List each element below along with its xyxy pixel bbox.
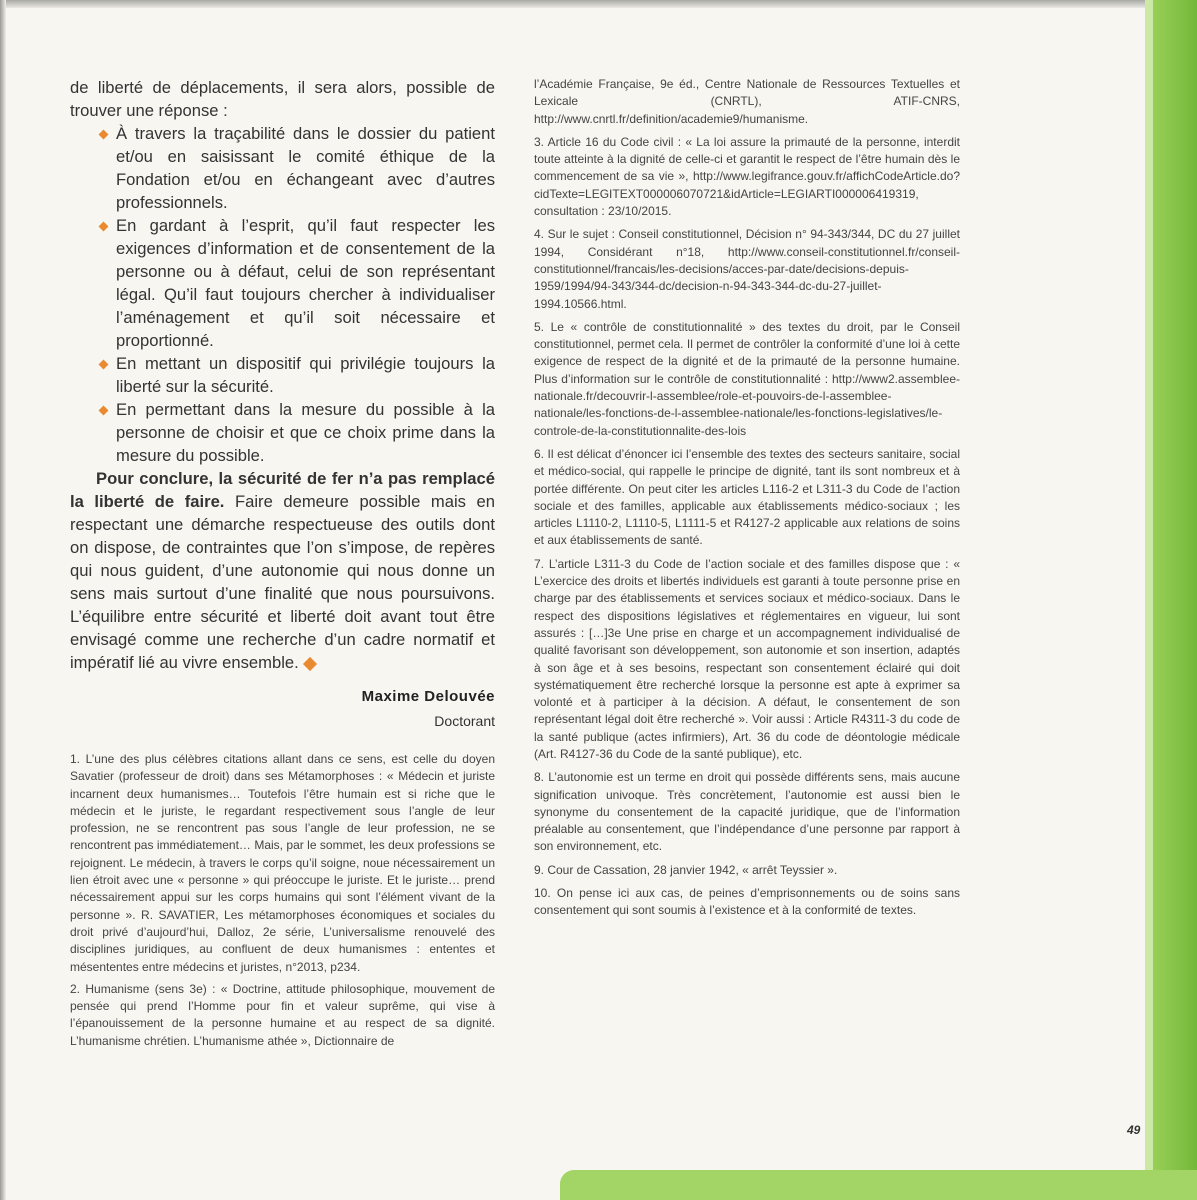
bullet-list xyxy=(70,122,495,467)
footnote: 4. Sur le sujet : Conseil constitutionnel, Décision n° 94-343/344, DC du 27 juillet 1994, Considérant n°18, http://www.conseil-constitutionnel.fr/conseil-constitutionnel/francais/les-decisions/acces-par-date/decisions-depuis-1959/1994/94-343/344-dc/decision-n-94-343-344-dc-du-27-juillet-1994.10566.html. xyxy=(534,227,960,311)
footnote: 5. Le « contrôle de constitutionnalité » des textes du droit, par le Conseil constitutionnel, permet cela. Il permet de contrôler la conformité d’une loi à cette exigence de respect de la dignité et de la primauté de la personne humaine. Plus d’information sur le contrôle de constitutionnalité : http://www2.assemblee-nationale.fr/decouvrir-l-assemblee/role-et-pouvoirs-de-l-assemblee-nationale/les-fonctions-de-l-assemblee-nationale/les-fonctions-legislatives/le-controle-de-la-constitutionnalite-des-lois xyxy=(534,319,960,438)
green-bottom-band xyxy=(560,1170,1197,1200)
footnote: 1. L’une des plus célèbres citations allant dans ce sens, est celle du doyen Savatier (professeur de droit) dans ses Métamorphoses : « Médecin et juriste incarnent deux humanismes… Toutefois l’être humain est si riche que le médecin et le juriste, le regardant respectivement sous l’angle de leur profession, ne se rencontrent pas sous l’angle de leur profession, ne se rencontrent pas immédiatement… Mais, par le sommet, les deux professions se rejoignent. Le médecin, à travers le corps qu’il soigne, noue nécessairement un lien étroit avec une « personne » qui préoccupe le juriste. Et le juriste… prend nécessairement appui sur les corps humains qui sont l’élément vivant de la personne ». R. SAVATIER, Les métamorphoses économiques et sociales du droit privé d’aujourd’hui, Dalloz, 2e série, L’universalisme renouvelé des disciplines juridiques, au confluent de deux humanismes : ententes et mésententes entre médecins et juristes, n°2013, p234. xyxy=(70,752,495,974)
conclusion-text: Faire demeure possible mais en respectant une démarche respectueuse des outils dont on dispose, de contraintes que l’on s’impose, de repères qui nous guident, d’une autonomie qui nous donne un sens mais surtout d’une finalité que nous poursuivons. L’équilibre entre sécurité et liberté doit avant tout être envisagé comme une recherche d’un cadre normatif et impératif lié au vivre ensemble. xyxy=(70,492,495,672)
diamond-bullet-icon xyxy=(99,406,109,416)
page-top-shadow xyxy=(0,0,1197,8)
conclusion-lead: Pour conclure, la sécurité de fer n’a pas remplacé la liberté de faire. xyxy=(70,469,495,511)
intro-paragraph: de liberté de déplacements, il sera alors, possible de trouver une réponse : xyxy=(70,78,495,120)
page-number: 49 xyxy=(1127,1123,1141,1137)
footnotes-left xyxy=(70,751,495,1050)
footnote: 2. Humanisme (sens 3e) : « Doctrine, attitude philosophique, mouvement de pensée qui prend l’Homme pour fin et valeur suprême, qui vise à l’épanouissement de la personne humaine et au respect de sa dignité. L’humanisme chrétien. L’humanisme athée », Dictionnaire de xyxy=(70,981,495,1048)
diamond-bullet-icon xyxy=(99,222,109,232)
page-spine-shadow xyxy=(0,0,6,1200)
diamond-bullet-icon xyxy=(99,130,109,140)
bullet-item: En permettant dans la mesure du possible à la personne de choisir et que ce choix prime dans la mesure du possible. xyxy=(70,398,495,467)
left-column xyxy=(70,76,495,1055)
footnote: 3. Article 16 du Code civil : « La loi assure la primauté de la personne, interdit toute atteinte à la dignité de celle-ci et garantit le respect de l’être humain dès le commencement de sa vie », http://www.legifrance.gouv.fr/affichCodeArticle.do?cidTexte=LEGITEXT000006070721&idArticle=LEGIARTI000006419319, consultation : 23/10/2015. xyxy=(534,134,960,219)
bullet-item: En mettant un dispositif qui privilégie toujours la liberté sur la sécurité. xyxy=(70,352,495,398)
bullet-item: À travers la traçabilité dans le dossier du patient et/ou en saisissant le comité éthique de la Fondation et/ou en échangeant avec d’autres professionnels. xyxy=(70,122,495,214)
bullet-item: En gardant à l’esprit, qu’il faut respecter les exigences d’information et de consentement de la personne ou à défaut, celui de son représentant légal. Qu’il faut toujours chercher à individualiser l’aménagement et qu’il soit nécessaire et proportionné. xyxy=(70,214,495,352)
author-name: Maxime Delouvée xyxy=(361,688,495,705)
conclusion-paragraph xyxy=(70,467,495,674)
right-column xyxy=(534,76,960,926)
footnote: 7. L’article L311-3 du Code de l’action sociale et des familles dispose que : « L’exercice des droits et libertés individuels est garanti à toute personne prise en charge par des établissements et services sociaux et médico-sociaux. Dans le respect des dispositions législatives et réglementaires en vigueur, lui sont assurés : […]3e Une prise en charge et un accompagnement individualisé de qualité favorisant son développement, son autonomie et son insertion, adaptés à son âge et à ses besoins, respectant son consentement éclairé qui doit systématiquement être recherché lorsque la personne est apte à exprimer sa volonté et à participer à la décision. A défaut, le consentement de son représentant légal doit être recherché ». Voir aussi : Article R4311-3 du code de la santé publique (actes infirmiers), Art. 36 du code de déontologie médicale (Art. R4127-36 du Code de la santé publique), etc. xyxy=(534,556,960,761)
footnote: l’Académie Française, 9e éd., Centre Nationale de Ressources Textuelles et Lexicale (CNRTL), ATIF-CNRS, http://www.cnrtl.fr/definition/academie9/humanisme. xyxy=(534,77,960,126)
footnote: 9. Cour de Cassation, 28 janvier 1942, « arrêt Teyssier ». xyxy=(534,862,838,877)
end-diamond-icon xyxy=(303,657,317,671)
author-role: Doctorant xyxy=(434,713,495,729)
green-side-band xyxy=(1145,0,1197,1200)
footnote: 8. L’autonomie est un terme en droit qui possède différents sens, mais aucune signification univoque. Très concrètement, l’autonomie est aussi bien le synonyme du consentement de la capacité juridique, que de l’information préalable au consentement, que l’indépendance d’une personne par rapport à son environnement, etc. xyxy=(534,770,960,854)
diamond-bullet-icon xyxy=(99,360,109,370)
footnote: 6. Il est délicat d’énoncer ici l’ensemble des textes des secteurs sanitaire, social et médico-social, qui rappelle le principe de dignité, tant ils sont nombreux et à portée différente. On peut citer les articles L116-2 et L311-3 du Code de l’action sociale et des familles, applicable aux établissements médico-sociaux ; les articles L1110-2, L1110-5, L1111-5 et R4127-2 applicable aux relations de soins et aux établissements de santé. xyxy=(534,446,960,548)
footnote: 10. On pense ici aux cas, de peines d’emprisonnements ou de soins sans consentement qui sont soumis à l’existence et à la conformité de textes. xyxy=(534,886,960,918)
